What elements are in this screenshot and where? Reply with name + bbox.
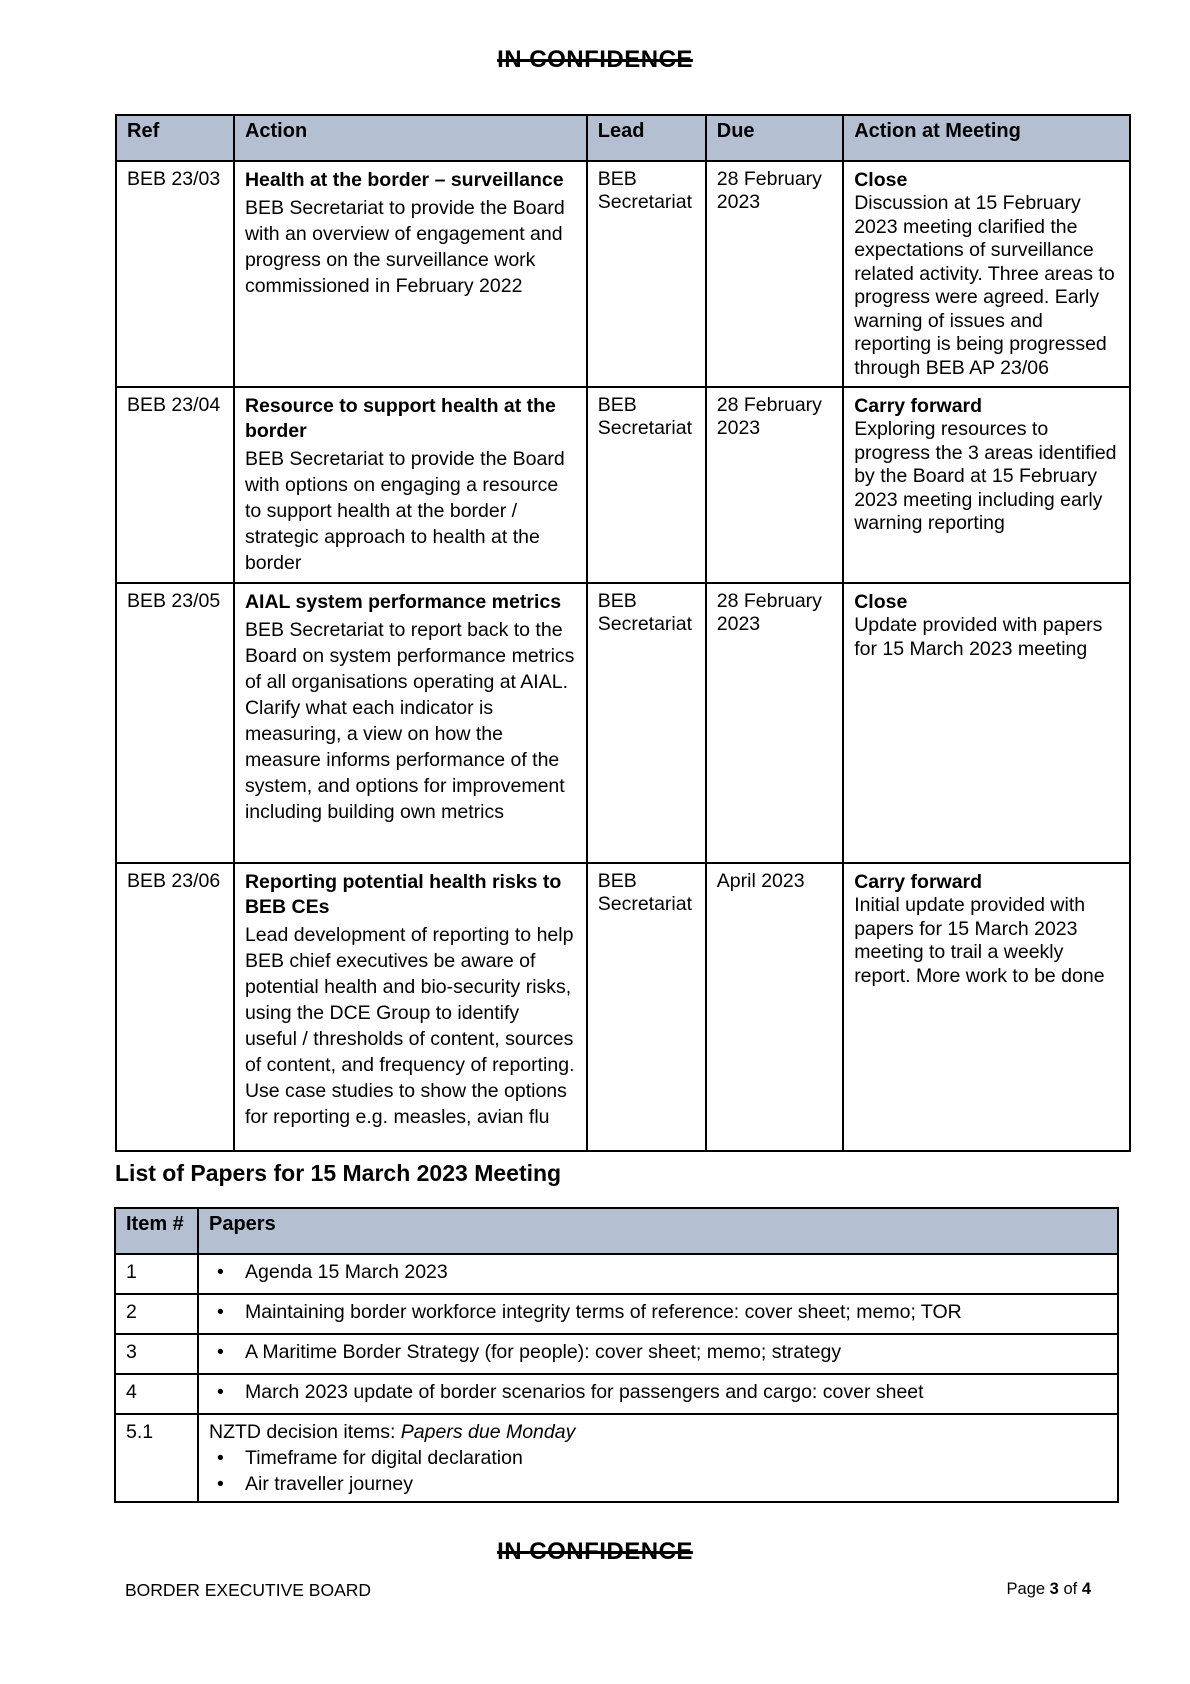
- paper-text: Agenda 15 March 2023: [245, 1261, 448, 1283]
- page-word: Page: [1006, 1580, 1046, 1598]
- ref-cell: BEB 23/06: [116, 863, 234, 1151]
- col-due-header: Due: [706, 115, 843, 161]
- paper-cell: [198, 1374, 1118, 1414]
- table-row: [115, 1414, 1118, 1502]
- status-note: Discussion at 15 February 2023 meeting clarified the expectations of surveillance related activity. Three areas to progress were agreed. Early warning of issues and reporting is being progressed through BEB AP 23/06: [854, 192, 1115, 379]
- ref-cell: BEB 23/03: [116, 161, 234, 387]
- action-cell: [234, 583, 587, 863]
- meeting-action-cell: [843, 583, 1130, 863]
- status-label: Carry forward: [854, 871, 983, 893]
- page-of: of: [1063, 1580, 1078, 1598]
- paper-text: March 2023 update of border scenarios for passengers and cargo: cover sheet: [245, 1381, 924, 1403]
- footer-org-name: BORDER EXECUTIVE BOARD: [125, 1580, 372, 1600]
- action-cell: [234, 387, 587, 583]
- bullet-icon: •: [217, 1301, 224, 1323]
- papers-due-note: Papers due Monday: [400, 1421, 576, 1443]
- bullet-icon: •: [217, 1341, 224, 1363]
- action-description: Lead development of reporting to help BEB chief executives be aware of potential health and bio-security risks, using the DCE Group to identify useful / thresholds of content, sources of content, and frequency of reporting. Use case studies to show the options for reporting e.g. measles, avian flu: [244, 924, 575, 1128]
- action-description: BEB Secretariat to report back to the Board on system performance metrics of all organisations operating at AIAL. Clarify what each indicator is measuring, a view on how the measure informs performance of the system, and options for improvement including building own metrics: [244, 619, 575, 823]
- bullet-icon: •: [217, 1261, 224, 1283]
- page-current: 3: [1049, 1580, 1059, 1598]
- table-row: [115, 1294, 1118, 1334]
- table-row: [116, 161, 1130, 387]
- footer-classification: IN CONFIDENCE: [497, 1538, 693, 1565]
- paper-text: A Maritime Border Strategy (for people): cover sheet; memo; strategy: [245, 1341, 842, 1363]
- lead-cell: BEB Secretariat: [587, 583, 706, 863]
- action-title: Resource to support health at the border: [244, 395, 556, 442]
- bullet-icon: •: [217, 1381, 224, 1403]
- col-action-at-meeting-header: Action at Meeting: [843, 115, 1130, 161]
- bullet-icon: •: [217, 1473, 224, 1495]
- action-description: BEB Secretariat to provide the Board with an overview of engagement and progress on the surveillance work commissioned in February 2022: [244, 197, 565, 297]
- item-number: 2: [115, 1294, 198, 1334]
- ref-cell: BEB 23/04: [116, 387, 234, 583]
- table-row: [116, 863, 1130, 1151]
- meeting-action-cell: [843, 387, 1130, 583]
- paper-cell: [198, 1254, 1118, 1294]
- table-row: [115, 1334, 1118, 1374]
- table-row: [115, 1254, 1118, 1294]
- papers-list-title: List of Papers for 15 March 2023 Meeting: [115, 1160, 562, 1186]
- papers-table: [114, 1207, 1119, 1503]
- status-label: Close: [854, 591, 908, 613]
- status-label: Close: [854, 169, 908, 191]
- col-item-header: Item #: [115, 1208, 198, 1254]
- paper-text: Air traveller journey: [245, 1473, 413, 1495]
- meeting-action-cell: [843, 863, 1130, 1151]
- paper-cell: [198, 1294, 1118, 1334]
- status-label: Carry forward: [854, 395, 983, 417]
- table-header-row: [116, 115, 1130, 161]
- col-papers-header: Papers: [198, 1208, 1118, 1254]
- lead-cell: BEB Secretariat: [587, 161, 706, 387]
- action-cell: [234, 863, 587, 1151]
- action-items-table: [115, 114, 1131, 1152]
- table-row: [116, 387, 1130, 583]
- table-row: [116, 583, 1130, 863]
- paper-cell: [198, 1414, 1118, 1502]
- due-cell: 28 February 2023: [706, 161, 843, 387]
- papers-header-row: [115, 1208, 1118, 1254]
- paper-text: Timeframe for digital declaration: [245, 1447, 523, 1469]
- paper-cell: [198, 1334, 1118, 1374]
- meeting-action-cell: [843, 161, 1130, 387]
- status-note: Exploring resources to progress the 3 areas identified by the Board at 15 February 2023 meeting including early warning reporting: [854, 418, 1117, 534]
- lead-cell: BEB Secretariat: [587, 387, 706, 583]
- action-title: AIAL system performance metrics: [244, 591, 562, 613]
- action-description: BEB Secretariat to provide the Board with options on engaging a resource to support health at the border / strategic approach to health at the border: [244, 448, 565, 574]
- ref-cell: BEB 23/05: [116, 583, 234, 863]
- due-cell: 28 February 2023: [706, 387, 843, 583]
- status-note: Update provided with papers for 15 March 2023 meeting: [854, 614, 1103, 660]
- item-number: 3: [115, 1334, 198, 1374]
- due-cell: April 2023: [706, 863, 843, 1151]
- decision-items-label: NZTD decision items:: [209, 1421, 401, 1443]
- action-cell: [234, 161, 587, 387]
- page-number: [1007, 1580, 1091, 1599]
- bullet-icon: •: [217, 1447, 224, 1469]
- item-number: 4: [115, 1374, 198, 1414]
- item-number: 1: [115, 1254, 198, 1294]
- paper-text: Maintaining border workforce integrity terms of reference: cover sheet; memo; TOR: [245, 1301, 962, 1323]
- col-ref-header: Ref: [116, 115, 234, 161]
- status-note: Initial update provided with papers for 15 March 2023 meeting to trail a weekly report. More work to be done: [854, 894, 1105, 987]
- col-action-header: Action: [234, 115, 587, 161]
- header-classification: IN CONFIDENCE: [497, 46, 693, 73]
- col-lead-header: Lead: [587, 115, 706, 161]
- due-cell: 28 February 2023: [706, 583, 843, 863]
- page-total: 4: [1081, 1580, 1091, 1598]
- item-number: 5.1: [115, 1414, 198, 1502]
- action-title: Reporting potential health risks to BEB CEs: [244, 871, 562, 918]
- action-title: Health at the border – surveillance: [244, 169, 564, 191]
- table-row: [115, 1374, 1118, 1414]
- lead-cell: BEB Secretariat: [587, 863, 706, 1151]
